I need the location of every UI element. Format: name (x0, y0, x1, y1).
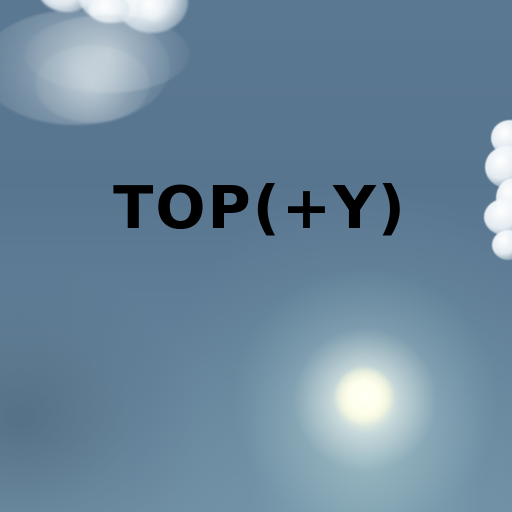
sun (336, 368, 392, 424)
direction-label: TOP(+Y) (113, 173, 407, 242)
upper-left-cloud (0, 0, 205, 145)
